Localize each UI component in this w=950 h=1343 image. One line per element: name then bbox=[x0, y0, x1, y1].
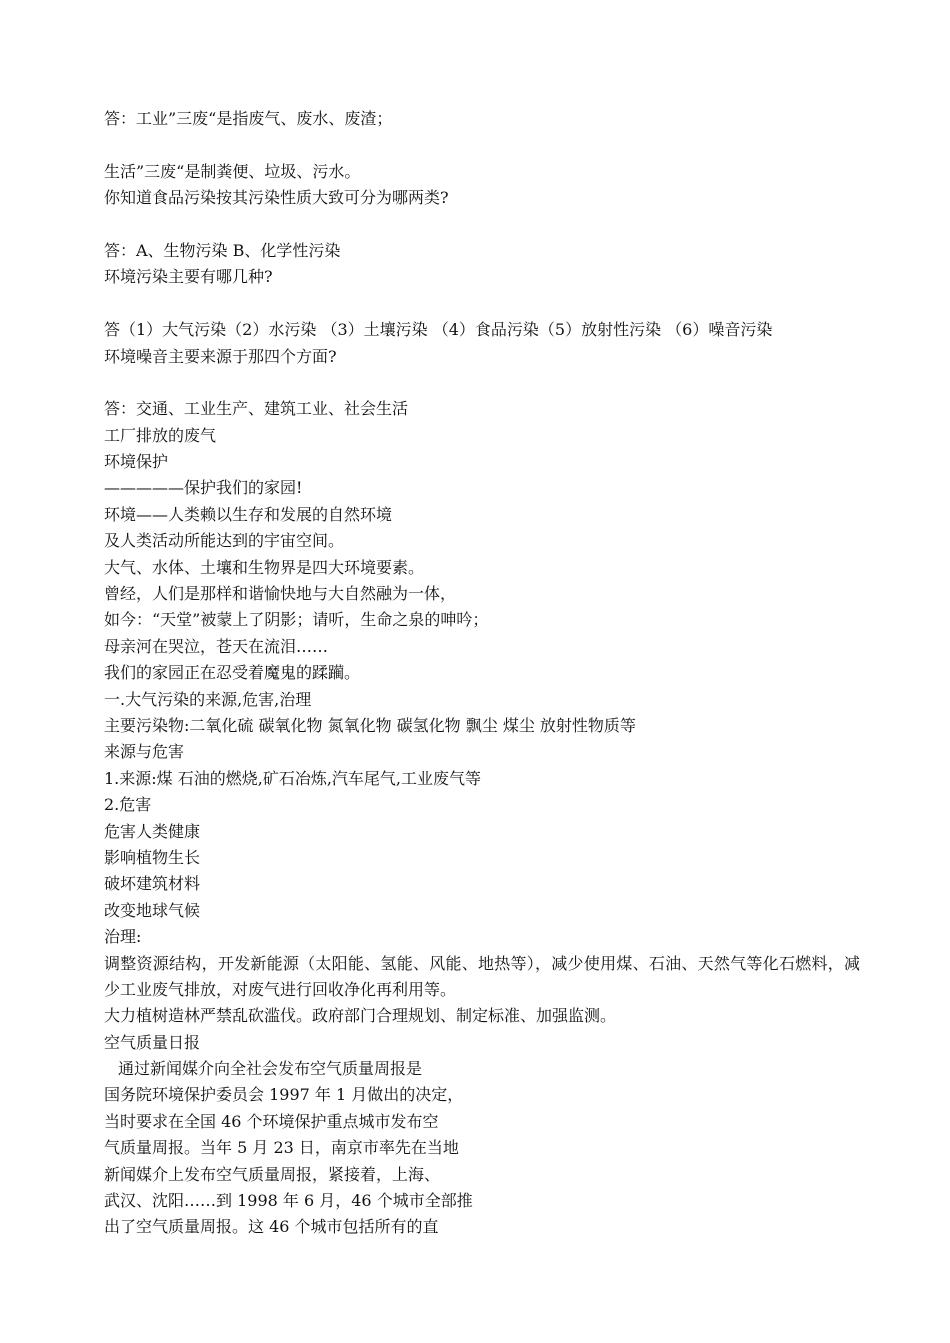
text-line: 生活”三废“是制粪便、垃圾、污水。 bbox=[104, 161, 361, 181]
list-item: 破坏建筑材料 bbox=[104, 874, 201, 894]
text-line: 气质量周报。当年 5 月 23 日，南京市率先在当地 bbox=[104, 1138, 459, 1158]
subheading-line: 空气质量日报 bbox=[104, 1032, 201, 1052]
text-line: 答：工业”三废“是指废气、废水、废渣； bbox=[104, 109, 393, 128]
answer-line: 答（1）大气污染（2）水污染 （3）土壤污染 （4）食品污染（5）放射性污染 （6）噪音污染 bbox=[104, 320, 773, 340]
text-line: 及人类活动所能达到的宇宙空间。 bbox=[104, 531, 345, 551]
list-item: 影响植物生长 bbox=[104, 847, 201, 867]
text-line: 当时要求在全国 46 个环境保护重点城市发布空 bbox=[104, 1111, 439, 1131]
list-item: 改变地球气候 bbox=[104, 900, 201, 920]
text-line: 通过新闻媒介向全社会发布空气质量周报是 bbox=[118, 1059, 423, 1079]
text-line: 如今：“天堂”被蒙上了阴影；请听，生命之泉的呻吟； bbox=[104, 610, 489, 630]
section-title: 环境保护 bbox=[104, 452, 169, 472]
text-line: 曾经，人们是那样和谐愉快地与大自然融为一体， bbox=[104, 584, 457, 604]
question-line: 你知道食品污染按其污染性质大致可分为哪两类? bbox=[104, 188, 449, 208]
text-line: 国务院环境保护委员会 1997 年 1 月做出的决定， bbox=[104, 1085, 464, 1105]
text-line: 工厂排放的废气 bbox=[104, 425, 217, 445]
answer-line: 答：交通、工业生产、建筑工业、社会生活 bbox=[104, 399, 409, 419]
text-line: —————保护我们的家园! bbox=[104, 478, 303, 498]
text-line: 武汉、沈阳……到 1998 年 6 月，46 个城市全部推 bbox=[104, 1191, 473, 1211]
text-line: 2.危害 bbox=[104, 795, 152, 815]
text-line: 主要污染物:二氧化硫 碳氧化物 氮氧化物 碳氢化物 飘尘 煤尘 放射性物质等 bbox=[104, 715, 636, 735]
question-line: 环境污染主要有哪几种? bbox=[104, 267, 273, 287]
answer-line: 答：A、生物污染 B、化学性污染 bbox=[104, 240, 341, 260]
text-line: 1.来源:煤 石油的燃烧,矿石冶炼,汽车尾气,工业废气等 bbox=[104, 768, 482, 788]
text-line: 母亲河在哭泣，苍天在流泪…… bbox=[104, 636, 329, 656]
subheading-line: 来源与危害 bbox=[104, 742, 185, 762]
blank-line bbox=[104, 212, 864, 238]
text-line: 大力植树造林严禁乱砍滥伐。政府部门合理规划、制定标准、加强监测。 bbox=[104, 1006, 617, 1026]
text-line: 治理: bbox=[104, 927, 142, 947]
text-line: 环境——人类赖以生存和发展的自然环境 bbox=[104, 504, 393, 524]
question-line: 环境噪音主要来源于那四个方面? bbox=[104, 346, 337, 366]
list-item: 危害人类健康 bbox=[104, 821, 201, 841]
text-line: 我们的家园正在忍受着魔鬼的蹂躏。 bbox=[104, 663, 361, 683]
paragraph: 调整资源结构，开发新能源（太阳能、氢能、风能、地热等），减少使用煤、石油、天然气等化石燃料，减少工业废气排放，对废气进行回收净化再利用等。 bbox=[104, 953, 860, 999]
text-line: 出了空气质量周报。这 46 个城市包括所有的直 bbox=[104, 1217, 439, 1237]
document-page bbox=[104, 106, 864, 1241]
blank-line bbox=[104, 291, 864, 317]
text-line: 新闻媒介上发布空气质量周报，紧接着，上海、 bbox=[104, 1164, 441, 1184]
heading-line: 一.大气污染的来源,危害,治理 bbox=[104, 689, 312, 709]
blank-line bbox=[104, 132, 864, 158]
text-line: 大气、水体、土壤和生物界是四大环境要素。 bbox=[104, 557, 425, 577]
blank-line bbox=[104, 370, 864, 396]
